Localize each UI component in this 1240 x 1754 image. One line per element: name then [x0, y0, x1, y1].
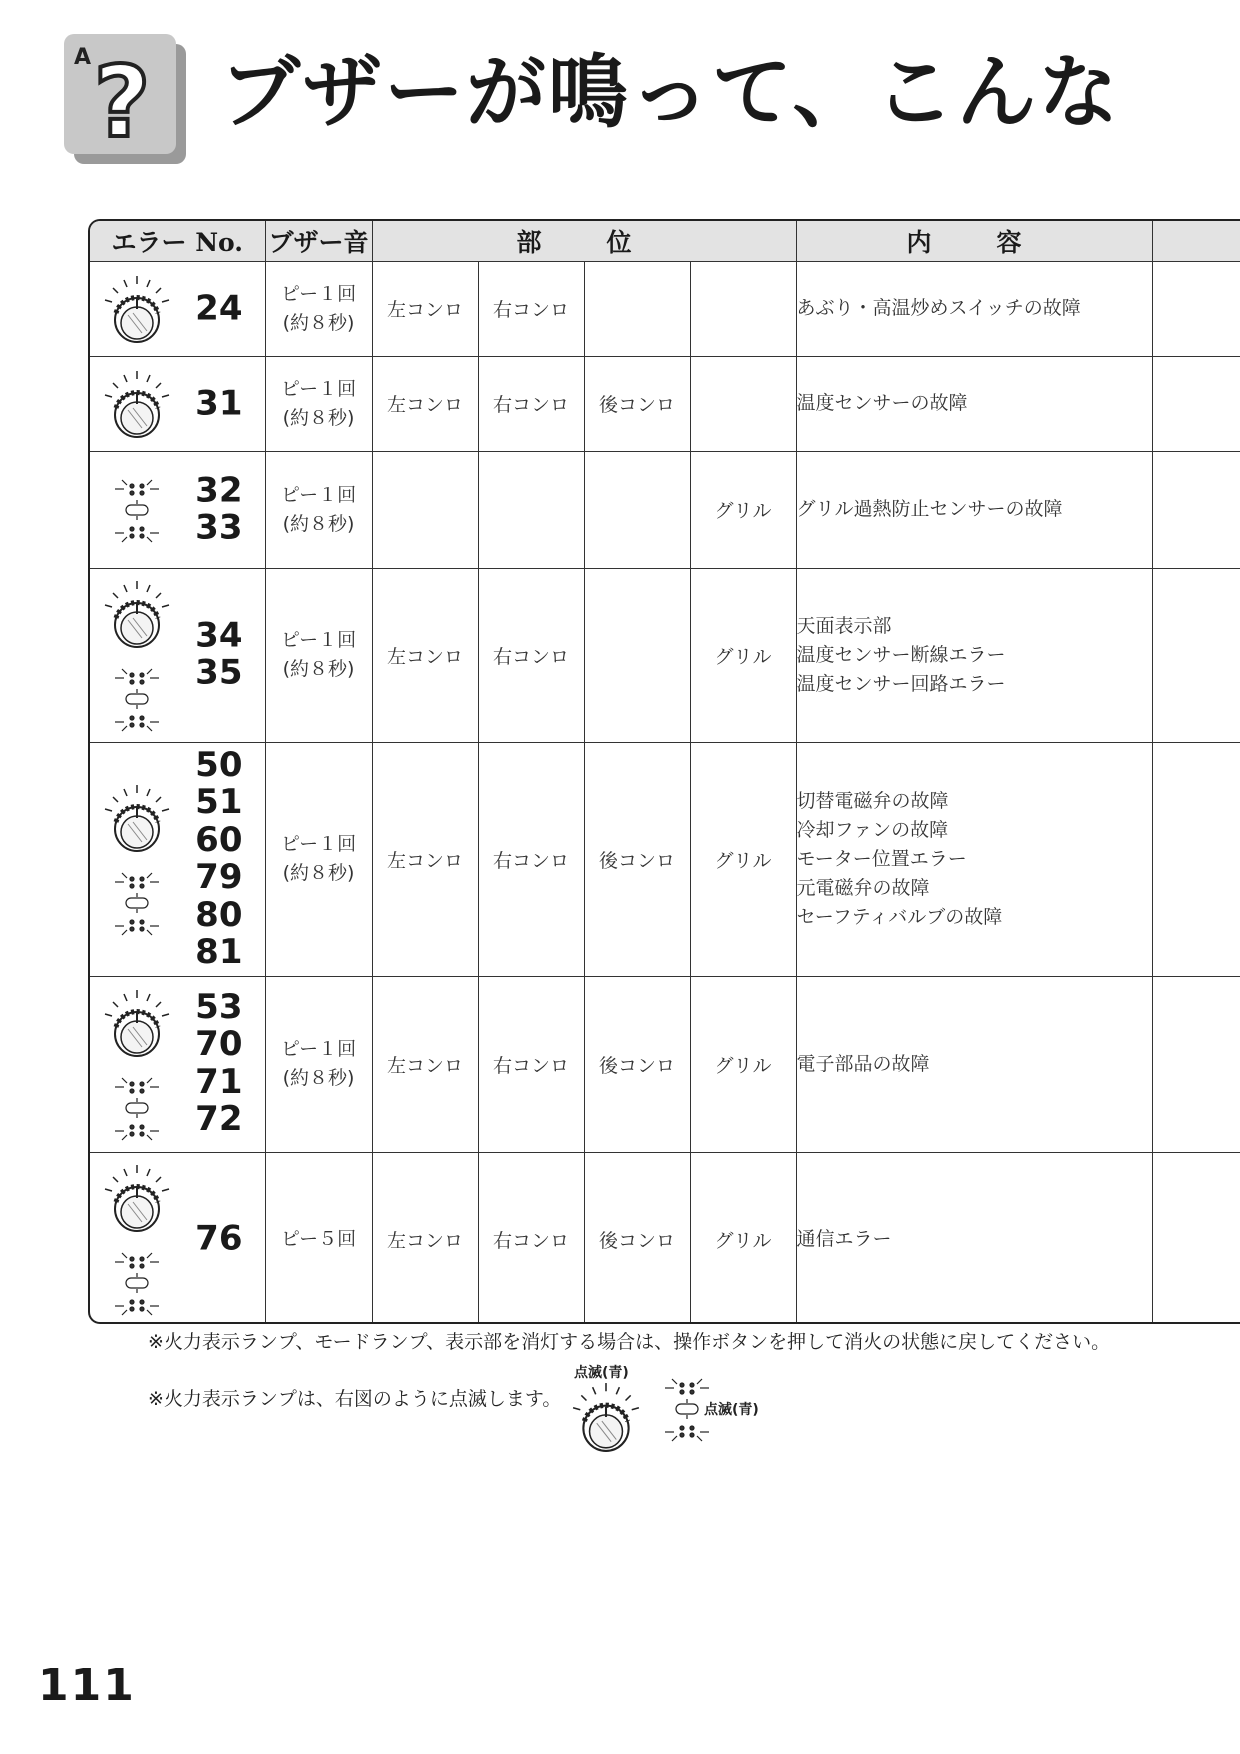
location-cell: 右コンロ	[478, 742, 584, 976]
location-cell	[478, 451, 584, 568]
error-codes	[195, 472, 242, 547]
buzzer-line: (約８秒)	[282, 311, 355, 334]
blink-label-burner: 点滅(青)	[574, 1365, 629, 1381]
error-code: 76	[195, 1218, 243, 1259]
burner-knob-blinking-icon	[102, 784, 172, 854]
content-line: セーフティバルブの故障	[796, 905, 1003, 928]
buzzer-cell	[265, 1152, 372, 1324]
error-code-table	[90, 221, 1240, 1324]
content-cell	[796, 1152, 1152, 1324]
location-cell: 後コンロ	[584, 976, 690, 1152]
location-cell: グリル	[690, 1152, 796, 1324]
burner-blink-example-icon	[570, 1382, 642, 1454]
svg-text:?: ?	[93, 46, 151, 160]
location-cell: 後コンロ	[584, 1152, 690, 1324]
grill-lamp-blinking-icon	[110, 872, 164, 936]
header-error-no: エラー No.	[90, 221, 265, 261]
error-code-cell	[90, 742, 265, 976]
location-cell	[584, 261, 690, 356]
error-code: 81	[195, 931, 243, 972]
location-cell: 後コンロ	[584, 742, 690, 976]
error-code: 50	[195, 744, 243, 785]
content-cell	[796, 451, 1152, 568]
error-code: 31	[195, 382, 243, 423]
location-cell: 左コンロ	[372, 742, 478, 976]
table-row	[90, 356, 1240, 451]
table-row	[90, 568, 1240, 742]
content-line: 温度センサーの故障	[796, 392, 968, 414]
extra-cell	[1152, 568, 1240, 742]
location-cell: 右コンロ	[478, 1152, 584, 1324]
location-cell	[690, 261, 796, 356]
burner-knob-blinking-icon	[102, 580, 172, 650]
content-line: 通信エラー	[796, 1227, 892, 1250]
error-code: 34	[195, 615, 243, 656]
location-cell: 左コンロ	[372, 568, 478, 742]
burner-knob-blinking-icon	[102, 370, 172, 440]
location-cell: 右コンロ	[478, 261, 584, 356]
header-extra	[1152, 221, 1240, 261]
error-code: 33	[195, 507, 243, 548]
buzzer-line: (約８秒)	[282, 512, 355, 535]
location-cell: 右コンロ	[478, 356, 584, 451]
content-cell	[796, 742, 1152, 976]
extra-cell	[1152, 261, 1240, 356]
table-row	[90, 976, 1240, 1152]
location-cell	[690, 356, 796, 451]
location-cell: 左コンロ	[372, 976, 478, 1152]
content-line: あぶり・高温炒めスイッチの故障	[796, 297, 1081, 319]
page-title: ブザーが鳴って、こんな	[220, 45, 1121, 139]
buzzer-line: (約８秒)	[282, 658, 355, 680]
location-cell	[584, 568, 690, 742]
content-line: 元電磁弁の故障	[796, 876, 930, 899]
content-cell	[796, 976, 1152, 1152]
error-code: 35	[195, 653, 243, 693]
question-badge-icon	[64, 34, 188, 166]
location-cell: 右コンロ	[478, 568, 584, 742]
footnote-blinking: ※火力表示ランプは、右図のように点滅します。	[148, 1388, 562, 1410]
error-codes	[195, 1218, 243, 1259]
error-code: 32	[195, 470, 243, 511]
grill-lamp-blinking-icon	[110, 479, 164, 543]
content-line: グリル過熱防止センサーの故障	[796, 498, 1063, 520]
error-code-cell	[90, 356, 265, 451]
buzzer-cell	[265, 568, 372, 742]
buzzer-line: ピー１回	[280, 282, 357, 305]
content-line: モーター位置エラー	[796, 847, 967, 870]
buzzer-cell	[265, 976, 372, 1152]
svg-text:A: A	[74, 45, 92, 70]
burner-knob-blinking-icon	[102, 275, 172, 345]
content-cell	[796, 356, 1152, 451]
error-codes	[195, 989, 242, 1139]
location-cell: 後コンロ	[584, 356, 690, 451]
error-code: 71	[195, 1062, 243, 1102]
extra-cell	[1152, 1152, 1240, 1324]
content-cell	[796, 568, 1152, 742]
error-code: 79	[195, 857, 243, 897]
error-codes	[195, 287, 243, 328]
error-code-cell	[90, 568, 265, 742]
error-code-cell	[90, 261, 265, 356]
grill-lamp-blinking-icon	[110, 1077, 164, 1141]
error-table-frame	[88, 219, 1240, 1324]
error-code: 80	[195, 894, 243, 935]
error-code: 60	[195, 819, 243, 860]
error-code-cell	[90, 1152, 265, 1324]
location-cell	[584, 451, 690, 568]
buzzer-line: ピー１回	[280, 1038, 357, 1060]
location-cell: 左コンロ	[372, 356, 478, 451]
content-line: 冷却ファンの故障	[796, 818, 949, 841]
buzzer-line: ピー５回	[280, 1227, 357, 1250]
location-cell: グリル	[690, 976, 796, 1152]
grill-lamp-blinking-icon	[110, 668, 164, 732]
header-location: 部 位	[372, 221, 796, 261]
buzzer-cell	[265, 356, 372, 451]
buzzer-cell	[265, 742, 372, 976]
error-codes	[195, 744, 243, 972]
extra-cell	[1152, 976, 1240, 1152]
grill-lamp-blinking-icon	[110, 1252, 164, 1316]
footnote-lights-off: ※火力表示ランプ、モードランプ、表示部を消灯する場合は、操作ボタンを押して消火の状態に戻してください。	[148, 1331, 1111, 1353]
content-line: 温度センサー回路エラー	[796, 672, 1006, 695]
header-buzzer: ブザー音	[265, 221, 372, 261]
location-cell: グリル	[690, 568, 796, 742]
buzzer-cell	[265, 261, 372, 356]
error-codes	[195, 382, 243, 423]
error-code: 53	[195, 987, 243, 1028]
table-row	[90, 451, 1240, 568]
buzzer-line: ピー１回	[280, 377, 357, 400]
content-line: 温度センサー断線エラー	[796, 643, 1006, 666]
header-content: 内 容	[796, 221, 1152, 261]
burner-knob-blinking-icon	[102, 1164, 172, 1234]
error-code: 72	[195, 1099, 243, 1140]
extra-cell	[1152, 451, 1240, 568]
error-code: 51	[195, 782, 243, 823]
location-cell: 左コンロ	[372, 1152, 478, 1324]
buzzer-line: ピー１回	[280, 629, 357, 651]
location-cell: 右コンロ	[478, 976, 584, 1152]
location-cell: グリル	[690, 742, 796, 976]
content-line: 天面表示部	[796, 614, 892, 637]
table-row	[90, 1152, 1240, 1324]
table-row	[90, 261, 1240, 356]
page-number: 111	[38, 1660, 136, 1711]
table-row	[90, 742, 1240, 976]
error-code: 70	[195, 1024, 243, 1065]
burner-knob-blinking-icon	[102, 989, 172, 1059]
content-line: 電子部品の故障	[796, 1052, 930, 1075]
location-cell: 左コンロ	[372, 261, 478, 356]
blink-label-grill: 点滅(青)	[704, 1402, 759, 1418]
content-cell	[796, 261, 1152, 356]
buzzer-line: (約８秒)	[282, 1067, 355, 1089]
buzzer-cell	[265, 451, 372, 568]
error-code: 24	[195, 287, 243, 328]
location-cell: グリル	[690, 451, 796, 568]
table-header-row	[90, 221, 1240, 261]
error-codes	[195, 615, 243, 693]
extra-cell	[1152, 742, 1240, 976]
buzzer-line: (約８秒)	[282, 406, 355, 429]
buzzer-line: ピー１回	[280, 483, 357, 506]
buzzer-line: ピー１回	[280, 833, 357, 855]
location-cell	[372, 451, 478, 568]
extra-cell	[1152, 356, 1240, 451]
error-code-cell	[90, 451, 265, 568]
error-code-cell	[90, 976, 265, 1152]
buzzer-line: (約８秒)	[282, 862, 355, 884]
content-line: 切替電磁弁の故障	[796, 789, 949, 812]
